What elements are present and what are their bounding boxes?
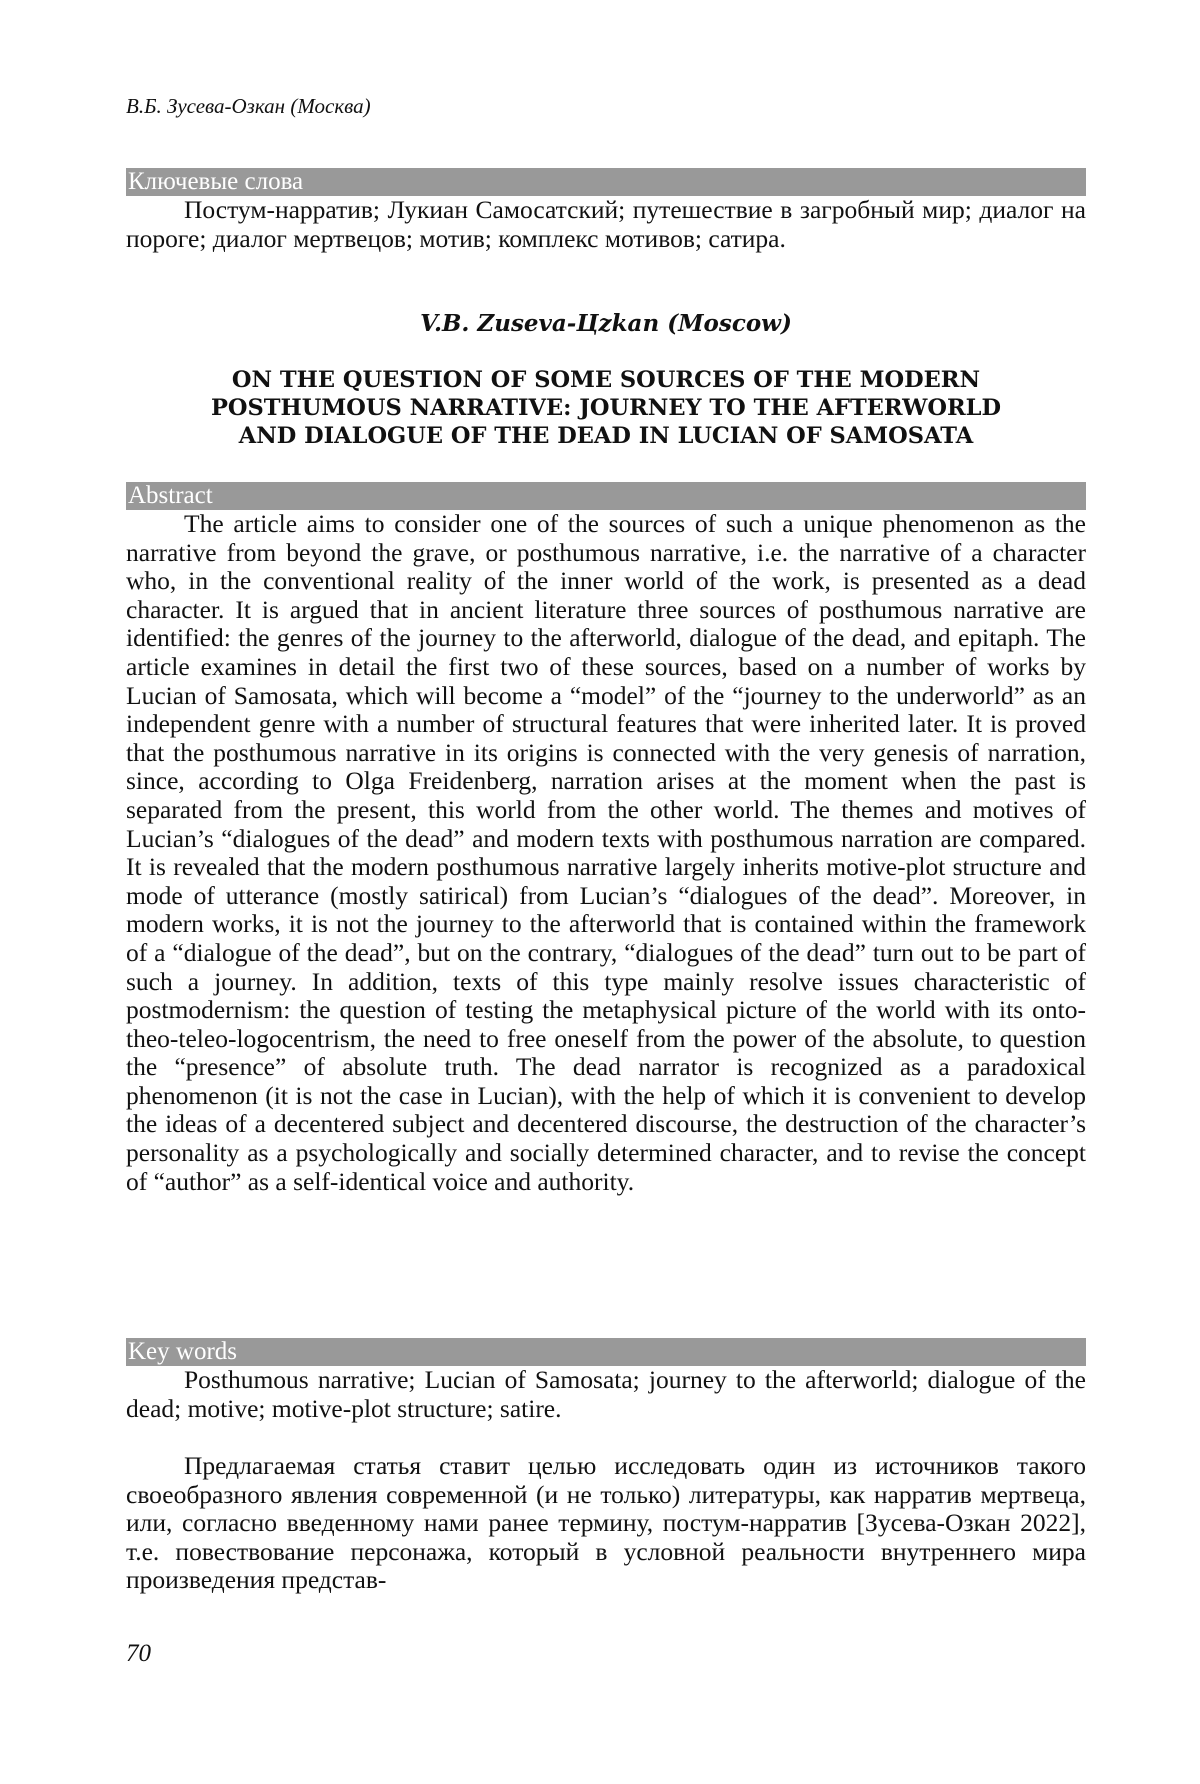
running-head: В.Б. Зусева-Озкан (Москва) bbox=[126, 94, 371, 118]
abstract-heading: Abstract bbox=[126, 482, 1086, 510]
keywords-en-heading: Key words bbox=[126, 1338, 1086, 1366]
keywords-ru-text: Постум-нарратив; Лукиан Самосатский; путешествие в загробный мир; диалог на пороге; диалог мертвецов; мотив; комплекс мотивов; сатира. bbox=[126, 195, 1086, 253]
page bbox=[126, 0, 1086, 1784]
body-paragraph: Предлагаемая статья ставит целью исследовать один из источников такого своеобразного явления современной (и не только) литературы, как нарратив мертвеца, или, согласно введенному нами ранее термину, постум-нарратив [Зусева-Озкан 2022], т.е. повествование персонажа, который в условной реальности внутреннего мира произведения представ- bbox=[126, 1451, 1086, 1595]
body-section bbox=[126, 1452, 1086, 1595]
author-en: V.B. Zuseva-Цzkan (Moscow) bbox=[420, 310, 792, 337]
title-en-block bbox=[126, 366, 1086, 450]
abstract-text: The article aims to consider one of the sources of such a unique phenomenon as the narrative from beyond the grave, or posthumous narrative, i.e. the narrative of a character who, in the conventional reality of the inner world of the work, is presented as a dead character. It is argued that in ancient literature three sources of posthumous narrative are identified: the genres of the journey to the afterworld, dialogue of the dead, and epitaph. The article examines in detail the first two of these sources, based on a number of works by Lucian of Samosata, which will become a “model” of the “journey to the underworld” as an independent genre with a number of structural features that were inherited later. It is proved that the posthumous narrative in its origins is connected with the very genesis of narration, since, according to Olga Freidenberg, narration arises at the moment when the past is separated from the present, this world from the other world. The themes and motives of Lucian’s “dialogues of the dead” and modern texts with posthumous narration are compared. It is revealed that the modern posthumous narrative largely inherits motive-plot structure and mode of utterance (mostly satirical) from Lucian’s “dialogues of the dead”. Moreover, in modern works, it is not the journey to the afterworld that is contained within the framework of a “dialogue of the dead”, but on the contrary, “dialogues of the dead” turn out to be part of such a journey. In addition, texts of this type mainly resolve issues characteristic of postmodernism: the question of testing the metaphysical picture of the world with its onto-theo-teleo-logocentrism, the need to free oneself from the power of the absolute, to question the “presence” of absolute truth. The dead narrator is recognized as a paradoxical phenomenon (it is not the case in Lucian), with the help of which it is convenient to develop the ideas of a decentered subject and decentered discourse, the destruction of the character’s personality as a psychologically and socially determined character, and to revise the concept of “author” as a self-identical voice and authority. bbox=[126, 509, 1086, 1196]
keywords-en-text: Posthumous narrative; Lucian of Samosata; journey to the afterworld; dialogue of the dead; motive; motive-plot structure; satire. bbox=[126, 1365, 1086, 1423]
page-number: 70 bbox=[126, 1640, 151, 1667]
author-en-block bbox=[126, 310, 1086, 337]
keywords-ru-section bbox=[126, 168, 1086, 253]
title-en-line-2: POSTHUMOUS NARRATIVE: JOURNEY TO THE AFTERWORLD bbox=[210, 395, 1002, 421]
keywords-en-section bbox=[126, 1338, 1086, 1423]
title-en-line-3: AND DIALOGUE OF THE DEAD IN LUCIAN OF SAMOSATA bbox=[238, 423, 974, 449]
title-en-line-1: ON THE QUESTION OF SOME SOURCES OF THE MODERN bbox=[231, 367, 981, 393]
abstract-section bbox=[126, 482, 1086, 1196]
keywords-ru-heading: Ключевые слова bbox=[126, 168, 1086, 196]
